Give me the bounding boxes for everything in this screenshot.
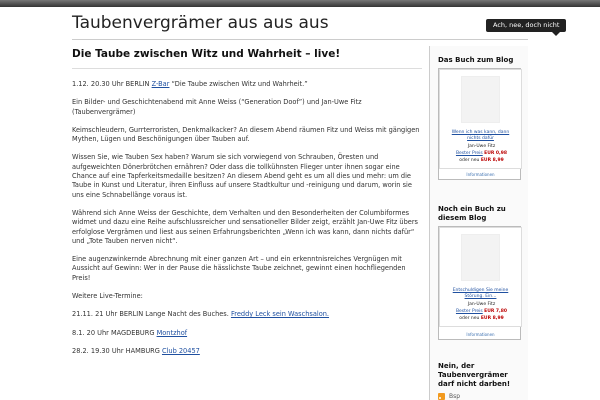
- book-cover-image[interactable]: [461, 234, 500, 281]
- feed-label[interactable]: Bsp: [449, 393, 461, 400]
- post-paragraph: Wissen Sie, wie Tauben Sex haben? Warum sie sich vorwiegend von Schrauben, Öresten und aufgeweichten Dönerbrötchen ernähren? Oder dass die tollkühnsten Flieger unter ihnen sogar eine Chance auf eine Tapferkeitsmedaille besitzen? An diesem Abend geht es um all dies und mehr: um die Taube in Kunst und Literatur, ihren Einfluss auf unsere Stadtkultur und -reinigung und darum, worin sie uns eine Schnabellänge voraus ist.: [72, 153, 412, 199]
- ad-frame: [439, 69, 522, 169]
- book-ad[interactable]: [438, 226, 521, 340]
- book-ad[interactable]: [438, 68, 521, 180]
- price-label[interactable]: Bester Preis: [455, 151, 483, 156]
- widget-title: Nein, der Taubenvergrämer darf nicht darben!: [438, 362, 511, 388]
- post: [72, 47, 422, 365]
- post-divider: [72, 68, 422, 69]
- live-date-text: 21.11. 21 Uhr BERLIN Lange Nacht des Buches.: [72, 310, 229, 319]
- site-title[interactable]: Taubenvergrämer aus aus aus: [72, 13, 329, 33]
- book-link[interactable]: Wenn ich was kann, dann nichts dafür: [451, 130, 510, 141]
- new-price: [440, 158, 523, 163]
- widget-title: Noch ein Buch zu diesem Blog: [438, 205, 506, 222]
- price-label[interactable]: Bester Preis: [455, 309, 483, 314]
- new-price-label: oder neu: [459, 158, 480, 163]
- live-date-item: [72, 347, 422, 356]
- price-value: EUR 0,98: [484, 151, 508, 156]
- rss-feed-icon[interactable]: [438, 393, 445, 400]
- live-date-item: [72, 329, 422, 338]
- post-paragraph: Weitere Live-Termine:: [72, 292, 143, 301]
- post-paragraph: Ein Bilder- und Geschichtenabend mit Anne Weiss (“Generation Doof”) und Jan-Uwe Fitz (Taubenvergrämer): [72, 98, 362, 116]
- new-price-value: EUR 8,99: [480, 316, 504, 321]
- post-title[interactable]: Die Taube zwischen Witz und Wahrheit – live!: [72, 48, 341, 60]
- book-link[interactable]: Entschuldigen Sie meine Störung. Ein...: [452, 288, 509, 299]
- venue-link[interactable]: Club 20457: [161, 346, 200, 355]
- event-title: “Die Taube zwischen Witz und Wahrheit.”: [171, 80, 308, 88]
- post-paragraph: Keimschleudern, Gurrterroristen, Denkmalkacker? An diesem Abend räumen Fitz und Weiss mit gängigen Mythen, Lügen und Beschönigungen über Tauben auf.: [72, 125, 420, 144]
- best-price: [440, 151, 523, 156]
- new-price: [440, 316, 523, 321]
- book-cover-image[interactable]: [461, 76, 500, 123]
- venue-link[interactable]: Freddy Leck sein Waschsalon.: [230, 310, 330, 319]
- venue-link[interactable]: Montzhof: [156, 328, 188, 337]
- book-author: Jan-Uwe Fitz: [467, 144, 496, 149]
- header-divider: [72, 39, 528, 40]
- price-value: EUR 7,80: [484, 309, 508, 314]
- live-date-item: [72, 310, 422, 319]
- new-price-label: oder neu: [459, 316, 480, 321]
- top-bar: [0, 0, 600, 7]
- sidebar: [429, 46, 528, 400]
- event-date: 1.12. 20.30 Uhr BERLIN: [72, 80, 150, 88]
- live-date-text: 28.2. 19.30 Uhr HAMBURG: [72, 346, 160, 355]
- ad-info-link[interactable]: Informationen: [466, 172, 495, 177]
- book-author: Jan-Uwe Fitz: [467, 302, 496, 307]
- live-date-text: 8.1. 20 Uhr MAGDEBURG: [72, 328, 155, 337]
- new-price-value: EUR 8,99: [480, 158, 504, 163]
- post-paragraph: [72, 80, 422, 89]
- widget-title: Das Buch zum Blog: [438, 56, 514, 64]
- post-body: [72, 80, 422, 356]
- post-paragraph: Eine augenzwinkernde Abrechnung mit einer ganzen Art – und ein erkenntnisreiches Vergnügen mit Aussicht auf Gewinn: Wer in der Pause die hässlichste Taube zeichnet, gewinnt einen hochfliegenden Preis!: [72, 255, 406, 282]
- ad-info-link[interactable]: Informationen: [466, 332, 495, 337]
- ad-frame: [439, 227, 522, 327]
- tagline-badge: Ach, nee, doch nicht: [486, 19, 566, 32]
- feed-link[interactable]: [438, 393, 460, 400]
- z-bar-link[interactable]: Z-Bar: [151, 80, 170, 88]
- post-paragraph: Während sich Anne Weiss der Geschichte, dem Verhalten und den Besonderheiten der Columbiformes widmet und dazu eine Reihe aufschlussreicher und sensationeller Bilder zeigt, erzählt Jan-Uwe Fitz übers erfolglose Vergrämen und liest aus seinen Erfahrungsberichten „Wenn ich was kann, dann nichts dafür“ und „Tote Tauben nerven nicht“.: [72, 208, 418, 245]
- best-price: [440, 309, 523, 314]
